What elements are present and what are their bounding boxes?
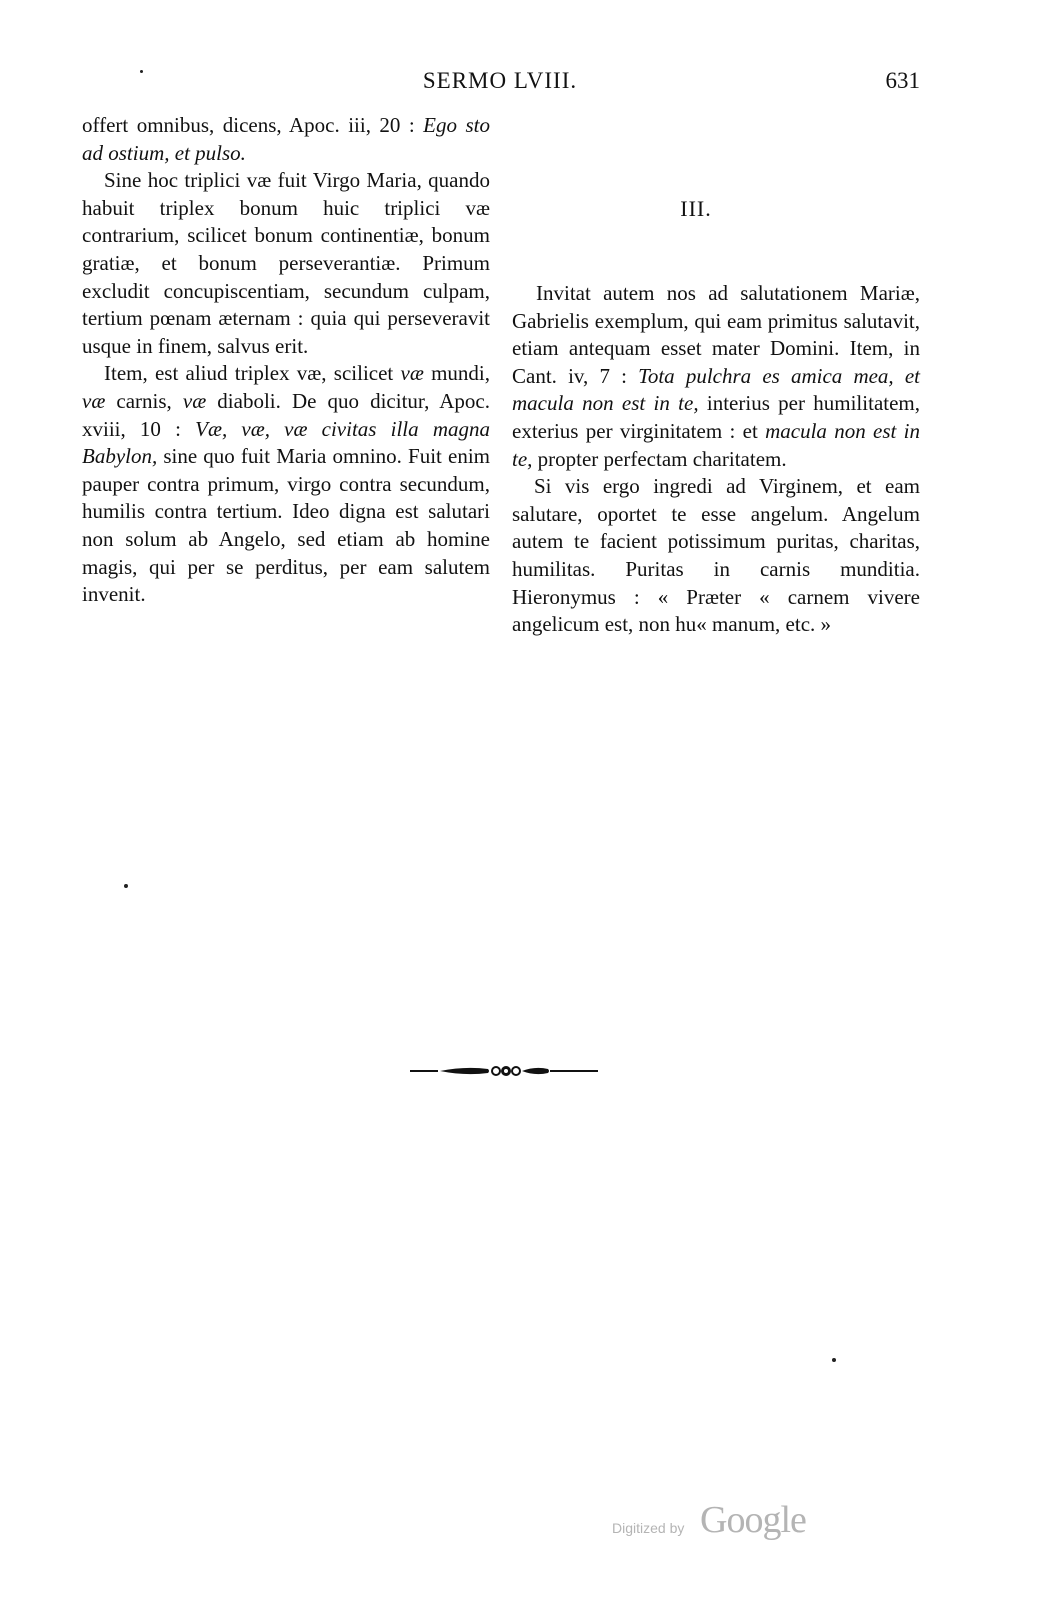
italic-word: væ [182,388,207,413]
text-run: iii, 20 [348,113,401,137]
text-run: diaboli. De quo dicitur, Apoc. xviii, 10 : [82,388,490,441]
text-run: Item, est aliud triplex væ, scilicet [104,361,401,386]
ink-speck [832,1358,836,1362]
text-run: propter perfectam charitatem. [532,446,787,471]
italic-word: væ [82,388,106,413]
paragraph-2: Sine hoc triplici væ fuit Virgo Maria, quando habuit triplex bonum huic triplici væ contrarium, scilicet bonum continentiæ, bonum gratiæ, et bonum perseverantiæ. Primum excludit concupiscentiam, secundum culpam, tertium pœnam æternam : quia qui perseveravit usque in finem, salvus erit. [82,168,490,358]
paragraph-1 [82,112,490,167]
google-logo-text: Google [700,1499,806,1541]
right-column [512,280,920,639]
paragraph-2: Si vis ergo ingredi ad Virginem, et eam salutare, oportet te esse angelum. Angelum autem te facient potissimum puritas, charitas, humilitas. Puritas in carnis munditia. Hieronymus : « Præter « carnem vivere angelicum est, non hu« manum, etc. » [512,474,920,637]
ink-speck [140,70,143,73]
scripture-quote: Ego sto ad ostium, et pulso. [82,113,490,165]
paragraph-3 [82,360,490,608]
text-run: interius per humilitatem, exterius per virginitatem : et [512,391,920,443]
text-run: mundi, [423,361,490,386]
text-run: carnis, [105,388,183,413]
running-header-title: SERMO LVIII. [422,68,578,93]
text-run: : [400,113,424,137]
ink-speck [124,884,128,888]
paragraph-1 [512,280,920,473]
scripture-quote: macula non est in te, [512,418,921,471]
digitized-watermark [612,1498,842,1548]
ornament-divider [410,1062,600,1080]
italic-word: væ [400,361,424,386]
text-run: offert omnibus, dicens, Apoc. [82,113,349,137]
left-column [82,112,490,609]
scripture-quote: Tota pulchra es amica mea, et macula non est in te, [512,363,920,416]
text-run: Invitat autem nos ad salutationem Mariæ, Gabrielis exemplum, qui eam primitus salutavit, etiam antequam esset mater Domini. Item, in Cant. iv, 7 : [512,281,920,388]
text-run: sine quo fuit Maria omnino. Fuit enim pauper contra primum, virgo contra secundum, humilis contra tertium. Ideo digna est salutari non solum ab Angelo, sed etiam ab homine magis, qui per se perditus, per eam salutem invenit. [82,444,490,607]
section-number: III. [680,196,712,221]
digitized-label: Digitized by [612,1520,685,1536]
scripture-quote: Væ, væ, væ civitas illa magna Babylon, [82,416,490,469]
page-number: 631 [885,68,920,93]
